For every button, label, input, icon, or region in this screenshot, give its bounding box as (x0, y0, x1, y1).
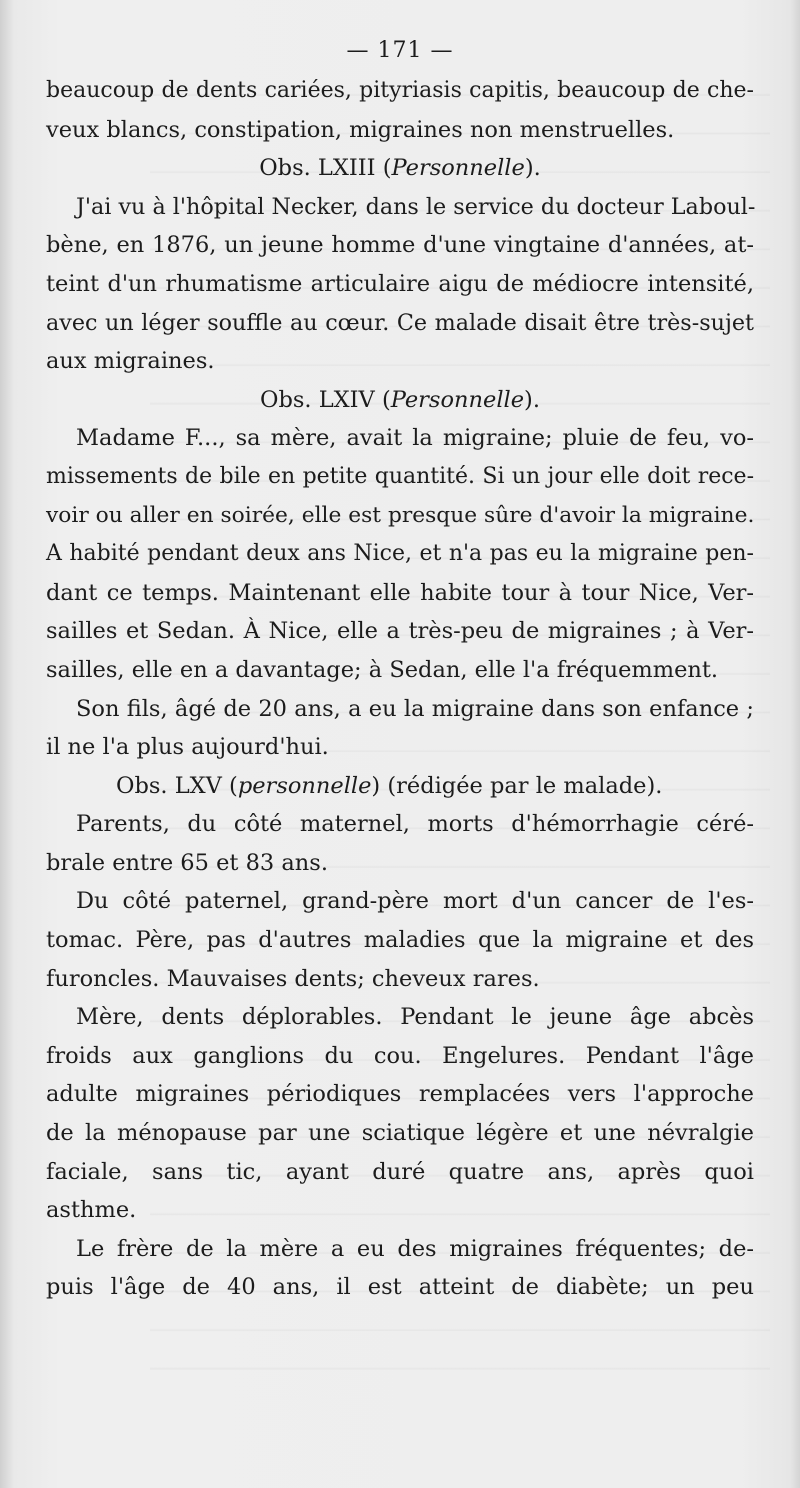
page-number: — 171 — (346, 38, 454, 63)
text-line: teint d'un rhumatisme articulaire aigu de médiocre intensité, (46, 270, 754, 297)
text-line: Son fils, âgé de 20 ans, a eu la migraine dans son enfance ; (76, 695, 754, 722)
text-line: puis l'âge de 40 ans, il est atteint de diabète; un peu (46, 1274, 754, 1301)
text-line: brale entre 65 et 83 ans. (46, 849, 328, 876)
heading-italic: personnelle (237, 772, 372, 799)
heading-prefix: Obs. LXIV ( (260, 386, 391, 413)
text-line: Madame F..., sa mère, avait la migraine; pluie de feu, vo- (76, 425, 754, 452)
heading-suffix: ) (rédigée par le malade). (371, 772, 663, 799)
text-line: de la ménopause par une sciatique légère et une névralgie (46, 1120, 754, 1147)
text-line: Parents, du côté maternel, morts d'hémorrhagie céré- (76, 811, 754, 838)
text-line: furoncles. Mauvaises dents; cheveux rares. (46, 965, 540, 992)
text-line: Le frère de la mère a eu des migraines fréquentes; de- (76, 1235, 754, 1262)
text-line: Du côté paternel, grand-père mort d'un cancer de l'es- (76, 888, 754, 915)
text-line: J'ai vu à l'hôpital Necker, dans le service du docteur Laboul- (76, 193, 756, 220)
text-line: bène, en 1876, un jeune homme d'une vingtaine d'années, at- (46, 232, 754, 259)
text-line: faciale, sans tic, ayant duré quatre ans, après quoi (46, 1158, 754, 1185)
text-line: sailles et Sedan. À Nice, elle a très-peu de migraines ; à Ver- (46, 618, 754, 645)
heading-italic: Personnelle (391, 155, 525, 182)
body-text (46, 72, 754, 1307)
text-line: voir ou aller en soirée, elle est presque sûre d'avoir la migraine. (46, 502, 755, 528)
text-line: veux blancs, constipation, migraines non menstruelles. (46, 116, 675, 143)
text-line: Mère, dents déplorables. Pendant le jeune âge abcès (76, 1004, 754, 1031)
heading-prefix: Obs. LXIII ( (259, 155, 392, 182)
text-line: il ne l'a plus aujourd'hui. (46, 734, 329, 761)
text-line: aux migraines. (46, 348, 215, 375)
observation-heading (46, 149, 754, 188)
text-line: dant ce temps. Maintenant elle habite tour à tour Nice, Ver- (46, 579, 754, 606)
heading-italic: Personnelle (390, 386, 525, 413)
text-line: adulte migraines périodiques remplacées vers l'approche (46, 1081, 754, 1108)
heading-suffix: ). (524, 155, 541, 182)
heading-prefix: Obs. LXV ( (116, 772, 238, 799)
text-line: missements de bile en petite quantité. Si un jour elle doit rece- (46, 463, 754, 489)
heading-suffix: ). (524, 386, 540, 413)
text-line: avec un léger souffle au cœur. Ce malade disait être très-sujet (46, 309, 754, 336)
text-line: sailles, elle en a davantage; à Sedan, elle l'a fréquemment. (46, 656, 719, 683)
text-line: tomac. Père, pas d'autres maladies que la migraine et des (46, 927, 754, 954)
text-line: beaucoup de dents cariées, pityriasis capitis, beaucoup de che- (46, 78, 754, 103)
observation-heading (46, 767, 754, 806)
text-line: A habité pendant deux ans Nice, et n'a pas eu la migraine pen- (46, 541, 754, 567)
observation-heading (46, 381, 754, 420)
text-line: asthme. (46, 1197, 137, 1224)
text-line: froids aux ganglions du cou. Engelures. Pendant l'âge (46, 1042, 754, 1069)
